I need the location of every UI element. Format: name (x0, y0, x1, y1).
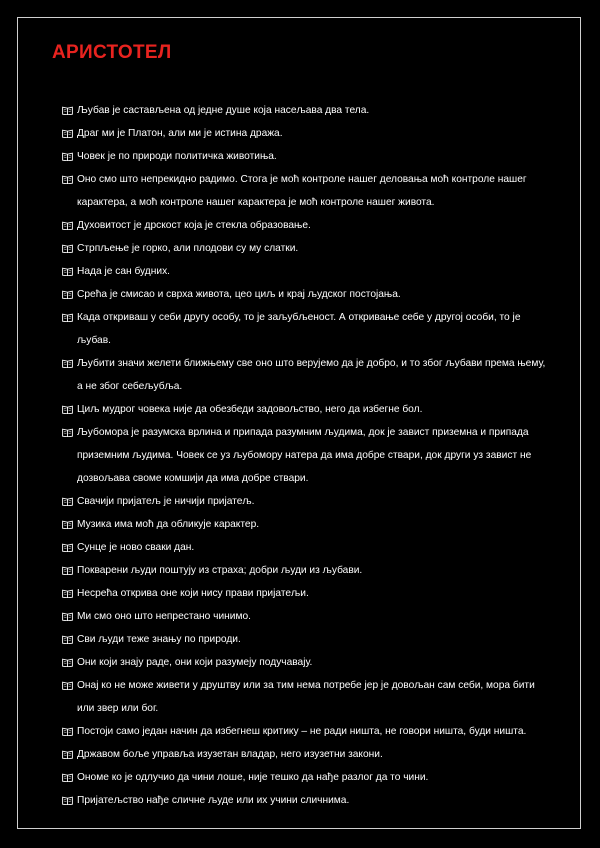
book-icon (62, 175, 73, 184)
quote-item-5 (62, 214, 552, 237)
quote-text: Љубити значи желети ближњему све оно што верујемо да је добро, и то због љубави према њему, а не због себељубља. (77, 358, 546, 392)
quote-text: Када откриваш у себи другу особу, то је заљубљеност. А откривање себе у другој особи, то је љубав. (77, 312, 521, 346)
book-icon (62, 727, 73, 736)
book-icon (62, 359, 73, 368)
quote-item-18 (62, 605, 552, 628)
quote-text: Покварени људи поштују из страха; добри људи из љубави. (77, 565, 363, 576)
book-icon (62, 589, 73, 598)
quote-item-24 (62, 766, 552, 789)
quote-text: Музика има моћ да обликује карактер. (77, 519, 260, 530)
quote-item-17 (62, 582, 552, 605)
quote-text: Сви људи теже знању по природи. (77, 634, 241, 645)
quote-list (62, 99, 552, 812)
quote-text: Ономе ко је одлучио да чини лоше, није тешко да нађе разлог да то чини. (77, 772, 429, 783)
quote-text: Човек је по природи политичка животиња. (77, 151, 277, 162)
book-icon (62, 428, 73, 437)
quote-text: Оно смо што непрекидно радимо. Стога је моћ контроле нашег деловања моћ контроле нашег карактера, а моћ контроле нашег карактера је моћ контроле нашег живота. (77, 174, 527, 208)
quote-text: Нада је сан будних. (77, 266, 170, 277)
quote-text: Циљ мудрог човека није да обезбеди задовољство, него да избегне бол. (77, 404, 423, 415)
book-icon (62, 106, 73, 115)
quote-text: Срећа је смисао и сврха живота, цео циљ и крај људског постојања. (77, 289, 401, 300)
book-icon (62, 290, 73, 299)
quote-text: Несрећа открива оне који нису прави пријатељи. (77, 588, 309, 599)
quote-text: Постоји само један начин да избегнеш критику – не ради ништа, не говори ништа, буди ништа. (77, 726, 527, 737)
quote-text: Драг ми је Платон, али ми је истина дража. (77, 128, 283, 139)
book-icon (62, 773, 73, 782)
book-icon (62, 796, 73, 805)
book-icon (62, 566, 73, 575)
book-icon (62, 543, 73, 552)
quote-item-10 (62, 352, 552, 398)
quote-text: Сунце је ново сваки дан. (77, 542, 195, 553)
quote-text: Онај ко не може живети у друштву или за тим нема потребе јер је довољан сам себи, мора бити или звер или бог. (77, 680, 535, 714)
quote-item-21 (62, 674, 552, 720)
quote-text: Љубав је састављена од једне душе која насељава два тела. (77, 105, 370, 116)
book-icon (62, 313, 73, 322)
quote-item-16 (62, 559, 552, 582)
book-icon (62, 221, 73, 230)
quote-text: Духовитост је дрскост која је стекла образовање. (77, 220, 311, 231)
quote-item-20 (62, 651, 552, 674)
page-title: АРИСТОТЕЛ (52, 42, 172, 63)
quote-item-8 (62, 283, 552, 306)
quote-item-13 (62, 490, 552, 513)
quote-item-3 (62, 145, 552, 168)
quote-item-7 (62, 260, 552, 283)
book-icon (62, 750, 73, 759)
quote-item-6 (62, 237, 552, 260)
quote-text: Државом боље управља изузетан владар, него изузетни закони. (77, 749, 383, 760)
quote-item-1 (62, 99, 552, 122)
book-icon (62, 520, 73, 529)
book-icon (62, 267, 73, 276)
quote-text: Ми смо оно што непрестано чинимо. (77, 611, 251, 622)
book-icon (62, 681, 73, 690)
book-icon (62, 635, 73, 644)
quote-text: Стрпљење је горко, али плодови су му слатки. (77, 243, 299, 254)
quote-text: Љубомора је разумска врлина и припада разумним људима, док је завист приземна и припада приземним људима. Човек се уз љубомору натера да има добре ствари, док други уз завист не дозвољава своме комшији да има добре ствари. (77, 427, 532, 484)
book-icon (62, 497, 73, 506)
quote-item-11 (62, 398, 552, 421)
quote-item-15 (62, 536, 552, 559)
book-icon (62, 612, 73, 621)
quote-item-4 (62, 168, 552, 214)
quote-text: Свачији пријатељ је ничији пријатељ. (77, 496, 255, 507)
quote-item-2 (62, 122, 552, 145)
quote-item-9 (62, 306, 552, 352)
quote-item-22 (62, 720, 552, 743)
book-icon (62, 405, 73, 414)
quote-item-12 (62, 421, 552, 490)
book-icon (62, 658, 73, 667)
book-icon (62, 152, 73, 161)
book-icon (62, 244, 73, 253)
book-icon (62, 129, 73, 138)
quote-item-14 (62, 513, 552, 536)
quote-item-19 (62, 628, 552, 651)
quote-item-23 (62, 743, 552, 766)
quote-item-25 (62, 789, 552, 812)
quote-text: Пријатељство нађе сличне људе или их учини сличнима. (77, 795, 350, 806)
quote-text: Они који знају раде, они који разумеју подучавају. (77, 657, 313, 668)
